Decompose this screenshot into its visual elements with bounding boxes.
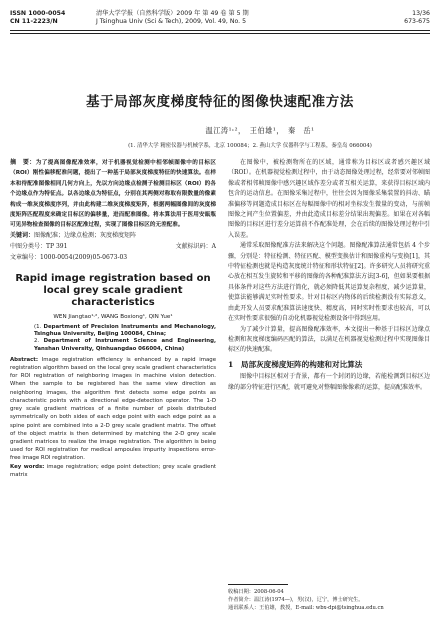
footnote xyxy=(228,588,430,613)
cn-number: CN 11-2223/N xyxy=(10,18,58,26)
affiliation-en-1: (1. Department of Precision Instruments and Mechanology, Tsinghua University, Beijing 100084, China; xyxy=(34,324,216,338)
affiliation-en-2: 2. Department of Instrument Science and Engineering, Yanshan University, Qinhuangdao 066004, China) xyxy=(34,338,217,352)
right-column xyxy=(228,158,430,393)
keywords-en-text: image registration; edge point detection; grey scale gradient matrix xyxy=(10,463,216,478)
contact-info: 通讯联系人：王伯雄，教授，E-mail: wbx-dpi@tsinghua.edu.cn xyxy=(228,605,384,612)
abstract-zh-label: 摘 要： xyxy=(10,159,36,166)
author-bio: 作者简介：温江涛(1974—)，男(汉)，辽宁，博士研究生。 xyxy=(228,597,364,604)
page-range: 673-675 xyxy=(404,18,430,26)
authors-zh: 温江涛¹˒²， 王伯雄¹， 秦 岳¹ xyxy=(205,126,315,135)
header-rule-thick xyxy=(10,30,430,31)
body-paragraph-2: 通常采取图像配准方法来解决这个问题。图像配准算法通常包括 4 个步骤，分别是：特征检测、特征匹配、模型变换估计和图像重构与变换[1]，其中特征检测也就是构造灰度统计特征和形状特征[2]。许多研究人员将研究重心放在相互发生旋转和平移的图像的各种配准算法方法[3-6]，但如果要根据具体条件对这些方法进行简化，就必须降低其运算复杂程度，减少运算量，使算法能够满足实时性要求。针对目标区内物体的后续检测没有实际意义，由此开发人员要求配准算法速度快、精度高，同时实时性要求也较高，可以在实时性要求很强的自动化机器视觉检测设备中得到应用。 xyxy=(228,242,430,323)
doc-code: 文献标识码：A xyxy=(175,243,216,251)
abstract-en-text: Image registration efficiency is enhanced by a rapid image registration algorithm based on the local grey scale gradient characteristics for ROI registration of neighboring images in machine vision detection. When the sample to be registered has the same view direction as neighboring images, the algorithm first detects some edge points as characteristic points with a directional edge-detection operator. The 1-D grey scale gradient matrices of a finite number of pixels distributed symmetrically on both sides of each edge point with each edge point as a spine point are combined into a 2-D grey scale gradient matrix. The offset of the object matrix is then determined by matching the 2-D grey scale gradient matrices to realize the image registration. The algorithm is being used for ROI registration for medical ampoules impurity inspections error-free image ROI registration. xyxy=(10,356,217,462)
journal-name-en: J Tsinghua Univ (Sci & Tech), 2009, Vol. 49, No. 5 xyxy=(96,18,247,26)
keywords-en-label: Key words: xyxy=(10,463,45,470)
clc-number: 中图分类号：TP 391 xyxy=(10,243,68,251)
abstract-en-label: Abstract: xyxy=(10,356,39,363)
header-rule-thin xyxy=(10,33,430,34)
affiliations-en xyxy=(34,324,216,353)
page-info-block xyxy=(370,10,430,27)
footnote-rule xyxy=(228,584,288,585)
abstract-zh-text: 为了提高图像配准效率，对于机器视觉检测中相邻帧图像中的目标区（ROI）刚性偏移配准问题，提出了一种基于局部灰度梯度特征的快速算法。在样本和待配准图像相同几何方向上，先以方向边缘点检测子检测目标区（ROI）的各个边缘点作为特征点。以各边缘点为特征点，分别在其两侧对称取有限数量的像素构成一维灰度梯度序列，并由此构建二维灰度梯度矩阵，根据两幅图像间的灰度梯度矩阵匹配程度来确定目标区的偏移量，进而配准图像。将本算法用于医用安瓿瓶可见异物检查图像的目标区配准过程，实现了图像目标区的无差配准。 xyxy=(10,160,216,229)
body-paragraph-1: 在图像中，被检测物所在的区域，通常称为目标区或者感兴趣区域（ROI）。在机器视觉检测过程中，由于动态图像处理过程，经常要对邻帧图像或者相邻帧图像中感兴趣区域作差分或者互相关运算，来获得目标区域内包含的运动信息。在图像采集过程中，往往会因为图像采集装置的抖动、瞄准偏移等问题造成目标区在每幅图像中的相对坐标发生微量的变动，与前帧图像之间产生位置偏差，并由此造成目标差分结果出现偏差。如果在对各幅图像的目标区进行差分运算前不作配准处理，会在后续的图像处理过程中引入误差。 xyxy=(228,159,430,239)
article-number: 文章编号：1000-0054(2009)05-0673-03 xyxy=(10,253,128,261)
authors-en: WEN Jiangtao¹˒², WANG Boxiong¹, QIN Yue¹ xyxy=(53,314,173,321)
received-date: 收稿日期：2008-06-04 xyxy=(228,589,284,595)
journal-issn-block xyxy=(10,10,72,27)
section-1-heading: 1 局部灰度梯度矩阵的构建和对比算法 xyxy=(228,359,363,369)
left-column xyxy=(10,158,216,479)
classification-block xyxy=(10,242,216,263)
abstract-en xyxy=(10,356,216,463)
affiliation-zh: (1. 清华大学 精密仪器与机械学系，北京 100084；2. 燕山大学 仪器科学与工程系，秦皇岛 066004) xyxy=(128,143,372,149)
keywords-zh-label: 关键词： xyxy=(10,231,35,239)
keywords-en xyxy=(10,463,216,479)
issn: ISSN 1000-0054 xyxy=(10,10,66,17)
paper-title-zh: 基于局部灰度梯度特征的图像快速配准方法 xyxy=(86,94,354,110)
page-counter: 13/36 xyxy=(412,10,430,17)
abstract-zh xyxy=(10,158,216,231)
keywords-zh-text: 图像配准；边缘点检测；灰度梯度矩阵 xyxy=(34,231,137,239)
paper-title-en: Rapid image registration based on local grey scale gradient characteristics xyxy=(15,273,211,309)
section-1-paragraph-1: 图像中目标区相对于背景，都有一个封闭的边缘，若能检测到目标区边缘的部分特征进行匹配，就可避免对整幅图像像素的运算，提高配准效率。 xyxy=(228,373,430,391)
body-paragraph-3: 为了减少计算量，提高图像配准效率，本文提出一种基于目标区边缘点检测和灰度梯度编码匹配的算法，以满足在机器视觉检测过程中实现图像目标区的快速配准。 xyxy=(228,325,430,354)
keywords-zh xyxy=(10,231,216,241)
journal-name-block xyxy=(96,10,336,27)
journal-name-zh: 清华大学学报（自然科学版）2009 年 第 49 卷 第 5 期 xyxy=(96,10,249,17)
